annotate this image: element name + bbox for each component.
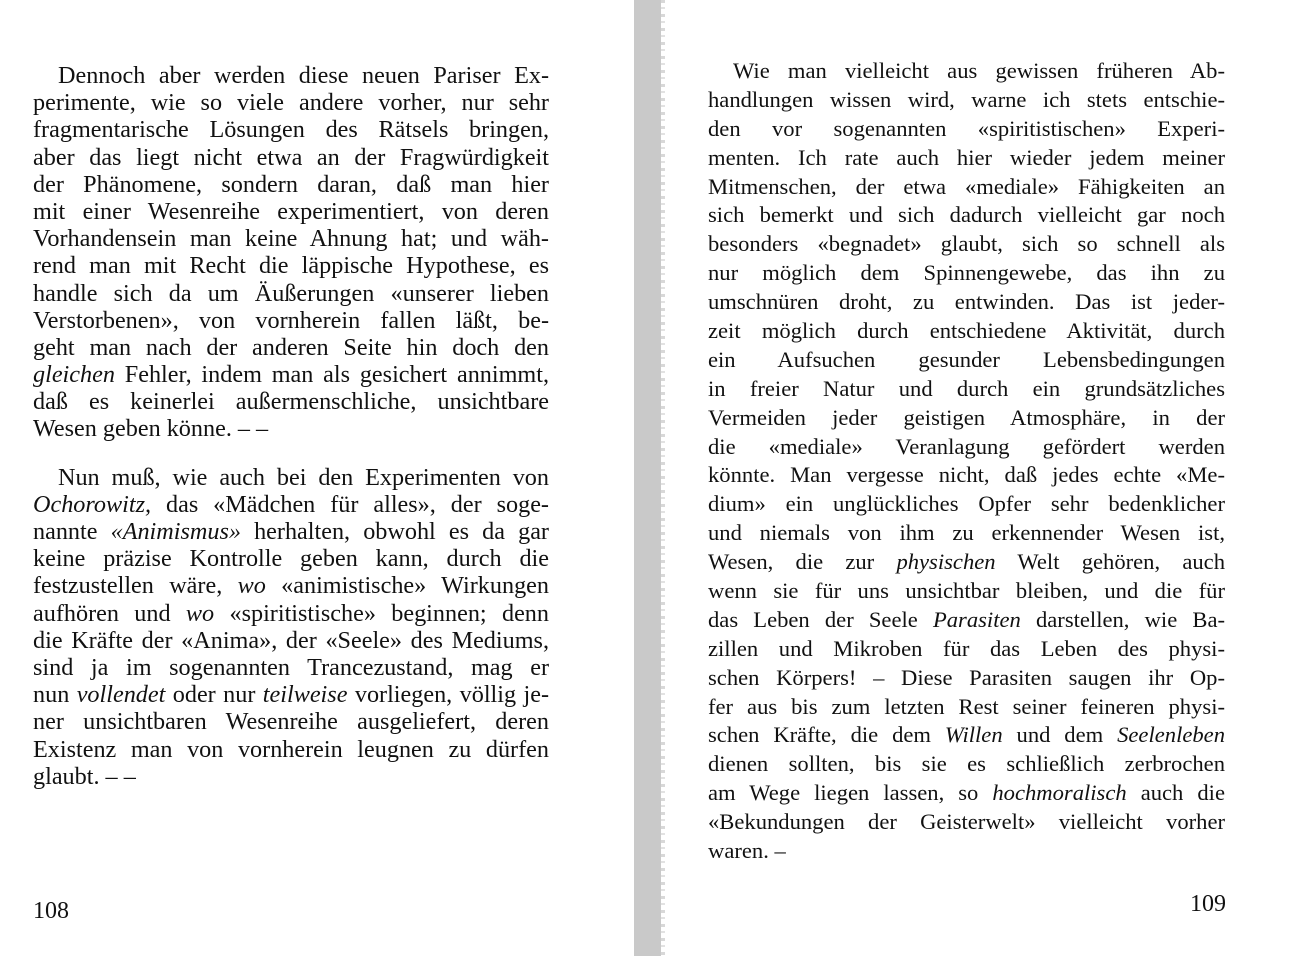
- text-line: Dennoch aber werden diese neuen Pariser Ex-: [58, 62, 549, 89]
- text-line: sind ja im sogenannten Trancezustand, mag er: [33, 653, 549, 681]
- text-line: Wesen, die zur physischen Welt gehören, auch: [708, 549, 1225, 575]
- text-line: schen Kräfte, die dem Willen und dem Seelenleben: [708, 722, 1225, 748]
- text-line: dium» ein unglückliches Opfer sehr bedenklicher: [708, 491, 1225, 517]
- text-line: geht man nach der anderen Seite hin doch den: [33, 333, 549, 361]
- paragraph: [708, 57, 1225, 866]
- text-line: waren. –: [708, 838, 786, 864]
- text-line: in freier Natur und durch ein grundsätzliches: [708, 375, 1225, 401]
- text-line: fer aus bis zum letzten Rest seiner feineren physi-: [708, 693, 1225, 719]
- text-line: glaubt. – –: [33, 762, 136, 790]
- text-line: mit einer Wesenreihe experimentiert, von deren: [33, 197, 549, 225]
- text-line: am Wege liegen lassen, so hochmoralisch auch die: [708, 780, 1225, 806]
- text-line: wenn sie für uns unsichtbar bleiben, und die für: [708, 578, 1225, 604]
- text-line: keine präzise Kontrolle geben kann, durch die: [33, 545, 549, 573]
- text-line: Existenz man von vornherein leugnen zu dürfen: [33, 735, 549, 763]
- emphasis: Ochorowitz,: [33, 490, 152, 518]
- text-line: Verstorbenen», von vornherein fallen läßt, be-: [33, 306, 549, 334]
- text-line: Ochorowitz, das «Mädchen für alles», der soge-: [33, 490, 549, 518]
- text-line: festzustellen wäre, wo «animistische» Wirkungen: [33, 572, 549, 600]
- text-line: Vermeiden jeder geistigen Atmosphäre, in der: [708, 404, 1225, 430]
- text-line: schen Körpers! – Diese Parasiten saugen ihr Op-: [708, 664, 1225, 690]
- text-line: Vorhandensein man keine Ahnung hat; und wäh-: [33, 225, 549, 253]
- text-line: rend man mit Recht die läppische Hypothese, es: [33, 252, 549, 280]
- text-line: fragmentarische Lösungen des Rätsels bringen,: [33, 116, 549, 144]
- text-line: nannte «Animismus» herhalten, obwohl es da gar: [33, 518, 549, 545]
- text-line: aber das liegt nicht etwa an der Fragwürdigkeit: [33, 143, 549, 171]
- emphasis: teilweise: [262, 681, 348, 709]
- text-line: menten. Ich rate auch hier wieder jedem meiner: [708, 144, 1225, 170]
- emphasis: wo: [237, 572, 266, 600]
- text-line: Nun muß, wie auch bei den Experimenten von: [58, 463, 549, 491]
- text-line: gleichen Fehler, indem man als gesichert annimmt,: [33, 361, 549, 389]
- text-line: nur möglich dem Spinnengewebe, das ihn zu: [708, 260, 1225, 286]
- text-line: ein Aufsuchen gesunder Lebensbedingungen: [708, 346, 1225, 372]
- emphasis: physischen: [896, 549, 996, 575]
- emphasis: «Animismus»: [110, 518, 241, 545]
- text-line: besonders «begnadet» glaubt, sich so schnell als: [708, 231, 1225, 257]
- text-line: Mitmenschen, der etwa «mediale» Fähigkeiten an: [708, 173, 1225, 199]
- right-page-text: [708, 57, 1225, 866]
- page-number-left: 108: [33, 898, 69, 924]
- text-line: ner unsichtbaren Wesenreihe ausgeliefert, deren: [33, 708, 549, 736]
- text-line: Wie man vielleicht aus gewissen früheren Ab-: [733, 58, 1225, 83]
- paragraph: [33, 62, 549, 443]
- emphasis: vollendet: [76, 681, 166, 709]
- text-line: sich bemerkt und sich dadurch vielleicht gar noch: [708, 202, 1225, 228]
- text-line: nun vollendet oder nur teilweise vorliegen, völlig je-: [33, 681, 549, 709]
- text-line: daß es keinerlei außermenschliche, unsichtbare: [33, 388, 549, 416]
- text-line: zillen und Mikroben für das Leben des physi-: [708, 635, 1225, 661]
- emphasis: Seelenleben: [1117, 722, 1225, 748]
- text-line: und niemals von ihm zu erkennender Wesen ist,: [708, 520, 1225, 546]
- left-page-text: [33, 62, 549, 790]
- text-line: das Leben der Seele Parasiten darstellen, wie Ba-: [708, 606, 1225, 632]
- paragraph: [33, 464, 549, 790]
- text-line: handlungen wissen wird, warne ich stets entschie-: [708, 86, 1225, 112]
- book-gutter: [634, 0, 663, 956]
- text-line: umschnüren droht, zu entwinden. Das ist jeder-: [708, 289, 1225, 315]
- left-page: [0, 0, 634, 956]
- text-line: «Bekundungen der Geisterwelt» vielleicht vorher: [708, 809, 1225, 835]
- text-line: zeit möglich durch entschiedene Aktivität, durch: [708, 318, 1225, 344]
- text-line: Wesen geben könne. – –: [33, 415, 269, 443]
- text-line: aufhören und wo «spiritistische» beginnen; denn: [33, 599, 549, 627]
- text-line: dienen sollten, bis sie es schließlich zerbrochen: [708, 751, 1225, 777]
- emphasis: gleichen: [33, 361, 115, 389]
- emphasis: wo: [185, 599, 215, 627]
- emphasis: Parasiten: [932, 606, 1021, 632]
- text-line: die «mediale» Veranlagung gefördert werden: [708, 433, 1225, 459]
- text-line: handle sich da um Äußerungen «unserer lieben: [33, 279, 549, 307]
- emphasis: Willen: [944, 722, 1003, 748]
- page-number-right: 109: [1190, 891, 1226, 917]
- text-line: den vor sogenannten «spiritistischen» Experi-: [708, 115, 1225, 141]
- right-page: [663, 0, 1300, 956]
- emphasis: hochmoralisch: [992, 780, 1127, 806]
- text-line: die Kräfte der «Anima», der «Seele» des Mediums,: [33, 626, 549, 654]
- text-line: könnte. Man vergesse nicht, daß jedes echte «Me-: [708, 462, 1225, 488]
- text-line: perimente, wie so viele andere vorher, nur sehr: [33, 89, 549, 117]
- text-line: der Phänomene, sondern daran, daß man hier: [33, 170, 549, 198]
